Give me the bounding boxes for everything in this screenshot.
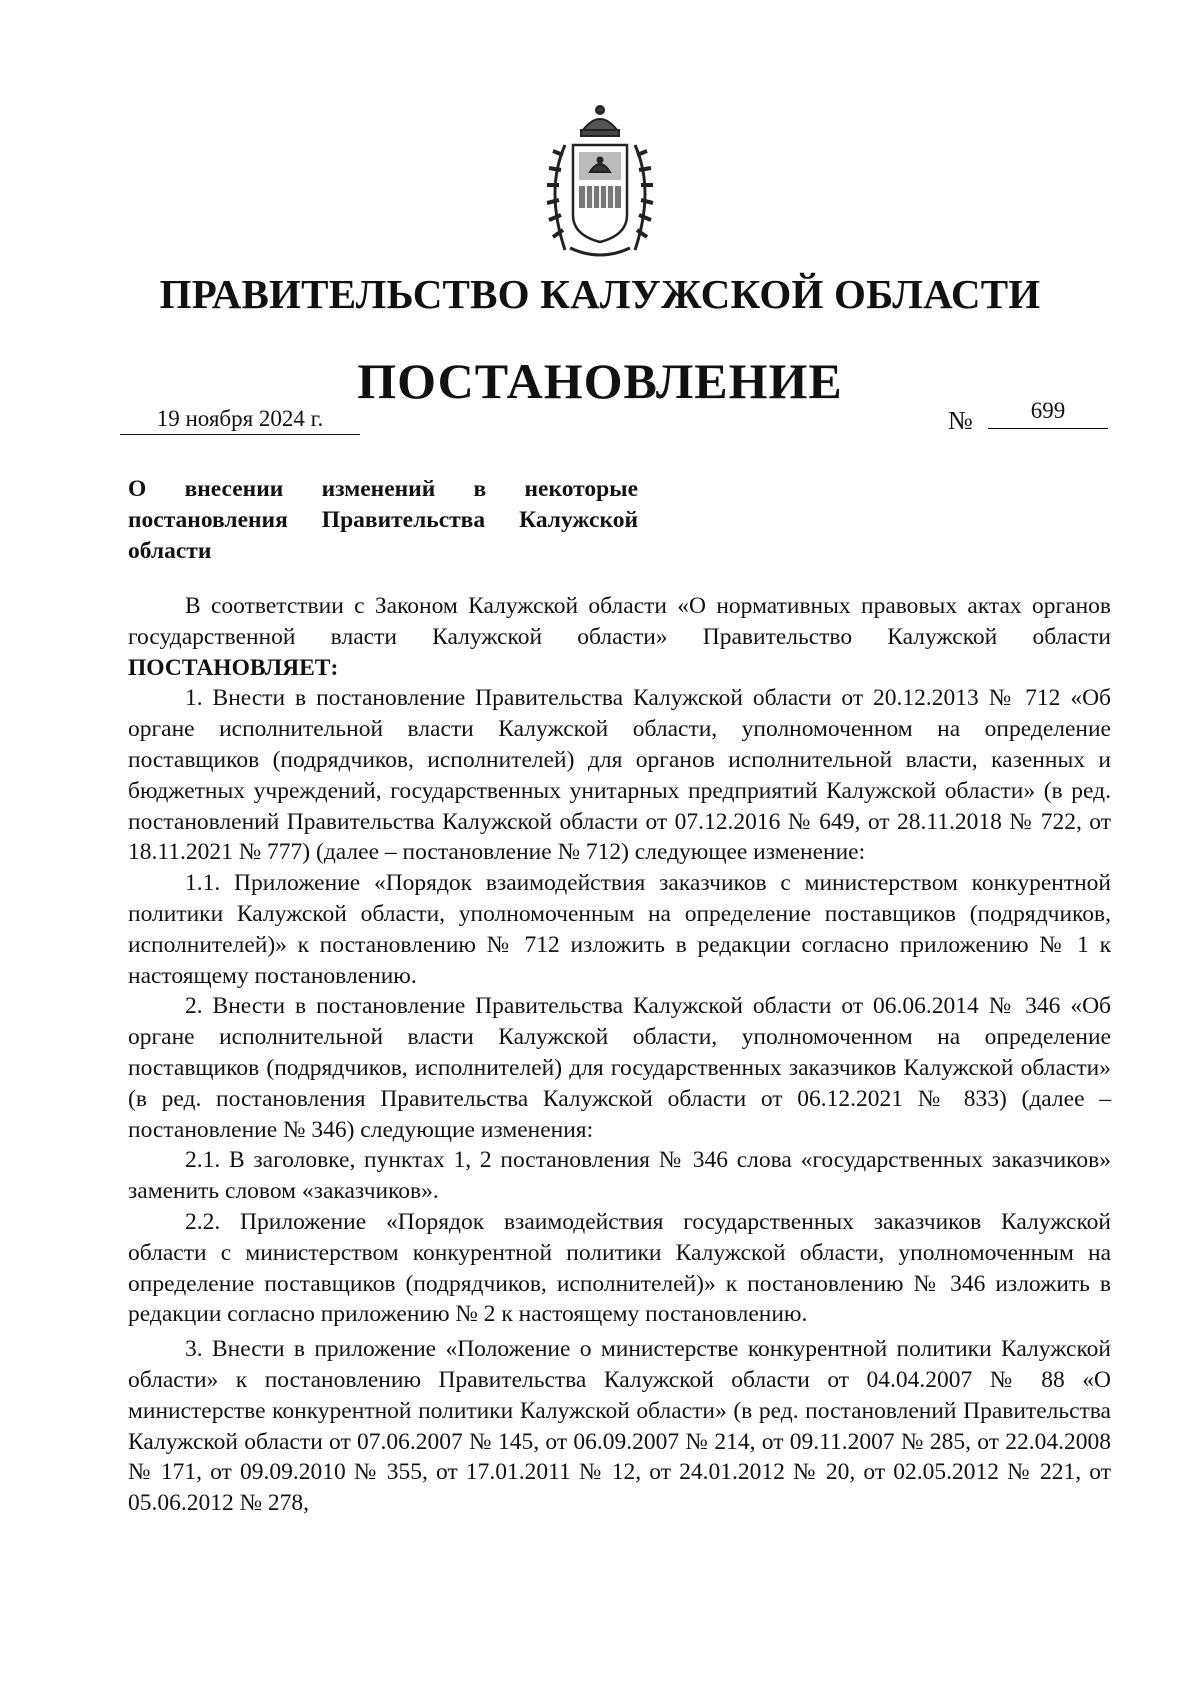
document-body (128, 591, 1111, 1519)
subject-line-3: области (128, 538, 212, 564)
paragraph-2-2: 2.2. Приложение «Порядок взаимодействия государственных заказчиков Калужской области с министерством конкурентной политики Калужской области, уполномоченным на определение поставщиков (подрядчиков, исполнителей)» к постановлению № 346 изложить в редакции согласно приложению № 2 к настоящему постановлению. (128, 1208, 1111, 1328)
paragraph-2: 2. Внести в постановление Правительства Калужской области от 06.06.2014 № 346 «Об органе исполнительной власти Калужской области, уполномоченном на определение поставщиков (подрядчиков, исполнителей) для государственных заказчиков Калужской области» (в ред. постановления Правительства Калужской области от 06.12.2021 № 833) (далее – постановление № 346) следующие изменения: (128, 993, 1111, 1143)
subject-line-1: О внесении изменений в некоторые (128, 476, 638, 502)
document-number-label: № (948, 406, 973, 435)
coat-of-arms-icon (535, 100, 665, 265)
intro-paragraph (128, 591, 1111, 683)
document-number: 699 (988, 398, 1108, 429)
document-subject (128, 474, 638, 567)
subject-line-2: постановления Правительства Калужской (128, 507, 638, 533)
paragraph-1-1: 1.1. Приложение «Порядок взаимодействия заказчиков с министерством конкурентной политики Калужской области, уполномоченным на определение поставщиков (подрядчиков, исполнителей)» к постановлению № 712 изложить в редакции согласно приложению № 1 к настоящему постановлению. (128, 870, 1111, 989)
organization-title: ПРАВИТЕЛЬСТВО КАЛУЖСКОЙ ОБЛАСТИ (159, 271, 1041, 317)
paragraph-2-1: 2.1. В заголовке, пунктах 1, 2 постановления № 346 слова «государственных заказчиков» заменить словом «заказчиков». (128, 1147, 1111, 1205)
paragraph-3: 3. Внести в приложение «Положение о министерстве конкурентной политики Калужской области» к постановлению Правительства Калужской области от 04.04.2007 № 88 «О министерстве конкурентной политики Калужской области» (в ред. постановлений Правительства Калужской области от 07.06.2007 № 145, от 06.09.2007 № 214, от 09.11.2007 № 285, от 22.04.2008 № 171, от 09.09.2010 № 355, от 17.01.2011 № 12, от 24.01.2012 № 20, от 02.05.2012 № 221, от 05.06.2012 № 278, (128, 1336, 1111, 1517)
document-date: 19 ноября 2024 г. (120, 406, 360, 435)
resolves-keyword: ПОСТАНОВЛЯЕТ: (128, 654, 339, 681)
intro-text: В соответствии с Законом Калужской области «О нормативных правовых актах органов государственной власти Калужской области» Правительство Калужской области (128, 593, 1111, 650)
paragraph-1: 1. Внести в постановление Правительства Калужской области от 20.12.2013 № 712 «Об органе исполнительной власти Калужской области, уполномоченном на определение поставщиков (подрядчиков, исполнителей) для органов исполнительной власти, казенных и бюджетных учреждений, государственных унитарных предприятий Калужской области» (в ред. постановлений Правительства Калужской области от 07.12.2016 № 649, от 28.11.2018 № 722, от 18.11.2021 № 777) (далее – постановление № 712) следующее изменение: (128, 685, 1111, 866)
document-type-title: ПОСТАНОВЛЕНИЕ (357, 353, 843, 409)
